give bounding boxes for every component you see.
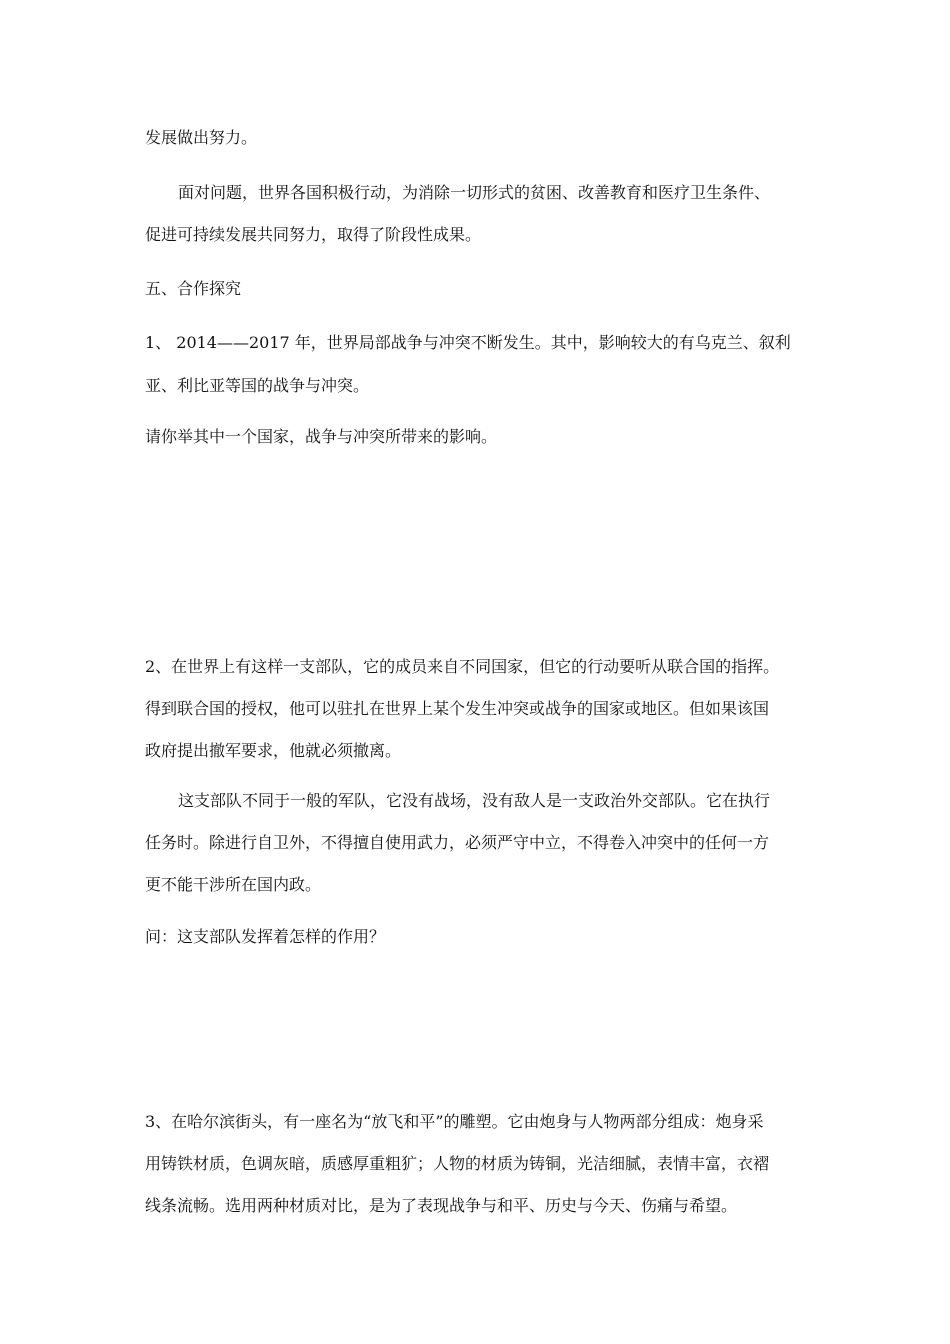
paragraph-line: 面对问题，世界各国积极行动，为消除一切形式的贫困、改善教育和医疗卫生条件、 — [178, 183, 771, 202]
question-3-line: 用铸铁材质，色调灰暗，质感厚重粗犷；人物的材质为铸铜，光洁细腻，表情丰富，衣褶 — [145, 1154, 770, 1173]
paragraph-line: 发展做出努力。 — [145, 128, 258, 147]
section-heading: 五、合作探究 — [145, 279, 242, 298]
question-2-prompt: 问：这支部队发挥着怎样的作用？ — [145, 927, 386, 946]
question-2-line: 2、在世界上有这样一支部队，它的成员来自不同国家，但它的行动要听从联合国的指挥。 — [145, 657, 780, 676]
question-1-line: 亚、利比亚等国的战争与冲突。 — [145, 376, 370, 395]
question-1-line: 1、 2014——2017 年，世界局部战争与冲突不断发生。其中，影响较大的有乌克兰、叙利 — [145, 333, 791, 352]
paragraph-line: 促进可持续发展共同努力，取得了阶段性成果。 — [145, 225, 482, 244]
question-2-line: 这支部队不同于一般的军队，它没有战场，没有敌人是一支政治外交部队。它在执行 — [178, 791, 771, 810]
question-2-line: 政府提出撤军要求，他就必须撤离。 — [145, 741, 402, 760]
question-2-line: 任务时。除进行自卫外，不得擅自使用武力，必须严守中立，不得卷入冲突中的任何一方 — [145, 833, 770, 852]
question-3-line: 线条流畅。选用两种材质对比，是为了表现战争与和平、历史与今天、伤痛与希望。 — [145, 1196, 738, 1215]
question-2-line: 得到联合国的授权，他可以驻扎在世界上某个发生冲突或战争的国家或地区。但如果该国 — [145, 699, 770, 718]
question-1-prompt: 请你举其中一个国家，战争与冲突所带来的影响。 — [145, 427, 498, 446]
question-3-line: 3、在哈尔滨街头，有一座名为“放飞和平”的雕塑。它由炮身与人物两部分组成：炮身采 — [145, 1112, 764, 1131]
question-2-line: 更不能干涉所在国内政。 — [145, 875, 322, 894]
